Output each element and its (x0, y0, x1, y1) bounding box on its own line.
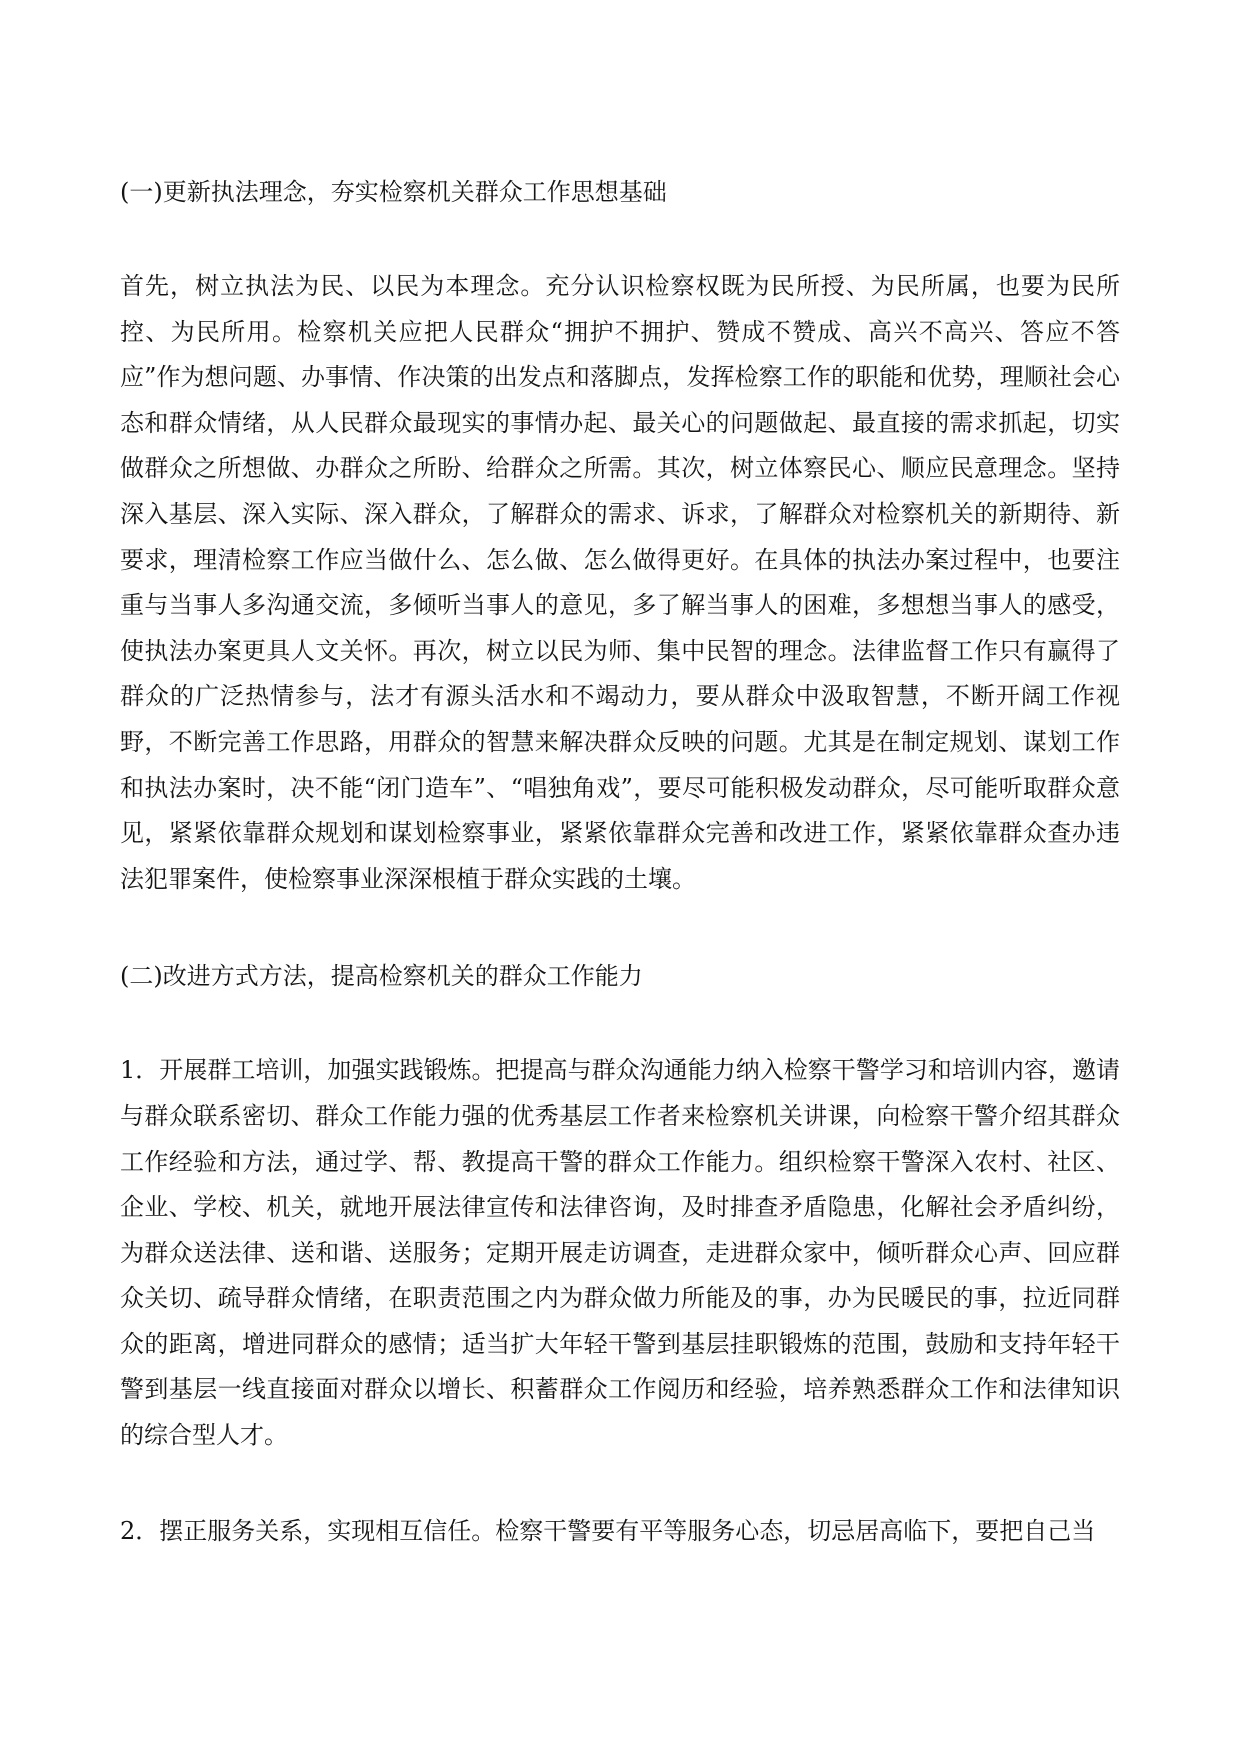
document-body (120, 168, 1120, 1554)
section-2-item-2: 2．摆正服务关系，实现相互信任。检察干警要有平等服务心态，切忌居高临下，要把自己当 (120, 1516, 1096, 1545)
spacer (120, 1459, 1120, 1509)
spacer (120, 1000, 1120, 1048)
section-2-item-1: 1．开展群工培训，加强实践锻炼。把提高与群众沟通能力纳入检察干警学习和培训内容，邀请与群众联系密切、群众工作能力强的优秀基层工作者来检察机关讲课，向检察干警介绍其群众工作经验和方法，通过学、帮、教提高干警的群众工作能力。组织检察干警深入农村、社区、企业、学校、机关，就地开展法律宣传和法律咨询，及时排查矛盾隐患，化解社会矛盾纠纷，为群众送法律、送和谐、送服务；定期开展走访调查，走进群众家中，倾听群众心声、回应群众关切、疏导群众情绪，在职责范围之内为群众做力所能及的事，办为民暖民的事，拉近同群众的距离，增进同群众的感情；适当扩大年轻干警到基层挂职锻炼的范围，鼓励和支持年轻干警到基层一线直接面对群众以增长、积蓄群众工作阅历和经验，培养熟悉群众工作和法律知识的综合型人才。 (120, 1056, 1120, 1450)
section-1-heading: (一)更新执法理念，夯实检察机关群众工作思想基础 (120, 178, 667, 206)
section-2-heading: (二)改进方式方法，提高检察机关的群众工作能力 (120, 962, 643, 991)
spacer (120, 902, 1120, 952)
spacer (120, 216, 1120, 264)
section-1-paragraph: 首先，树立执法为民、以民为本理念。充分认识检察权既为民所授、为民所属，也要为民所控、为民所用。检察机关应把人民群众“拥护不拥护、赞成不赞成、高兴不高兴、答应不答应”作为想问题、办事情、作决策的出发点和落脚点，发挥检察工作的职能和优势，理顺社会心态和群众情绪，从人民群众最现实的事情办起、最关心的问题做起、最直接的需求抓起，切实做群众之所想做、办群众之所盼、给群众之所需。其次，树立体察民心、顺应民意理念。坚持深入基层、深入实际、深入群众，了解群众的需求、诉求，了解群众对检察机关的新期待、新要求，理清检察工作应当做什么、怎么做、怎么做得更好。在具体的执法办案过程中，也要注重与当事人多沟通交流，多倾听当事人的意见，多了解当事人的困难，多想想当事人的感受，使执法办案更具人文关怀。再次，树立以民为师、集中民智的理念。法律监督工作只有赢得了群众的广泛热情参与，法才有源头活水和不竭动力，要从群众中汲取智慧，不断开阔工作视野，不断完善工作思路，用群众的智慧来解决群众反映的问题。尤其是在制定规划、谋划工作和执法办案时，决不能“闭门造车”、“唱独角戏”，要尽可能积极发动群众，尽可能听取群众意见，紧紧依靠群众规划和谋划检察事业，紧紧依靠群众完善和改进工作，紧紧依靠群众查办违法犯罪案件，使检察事业深深根植于群众实践的土壤。 (120, 272, 1120, 893)
